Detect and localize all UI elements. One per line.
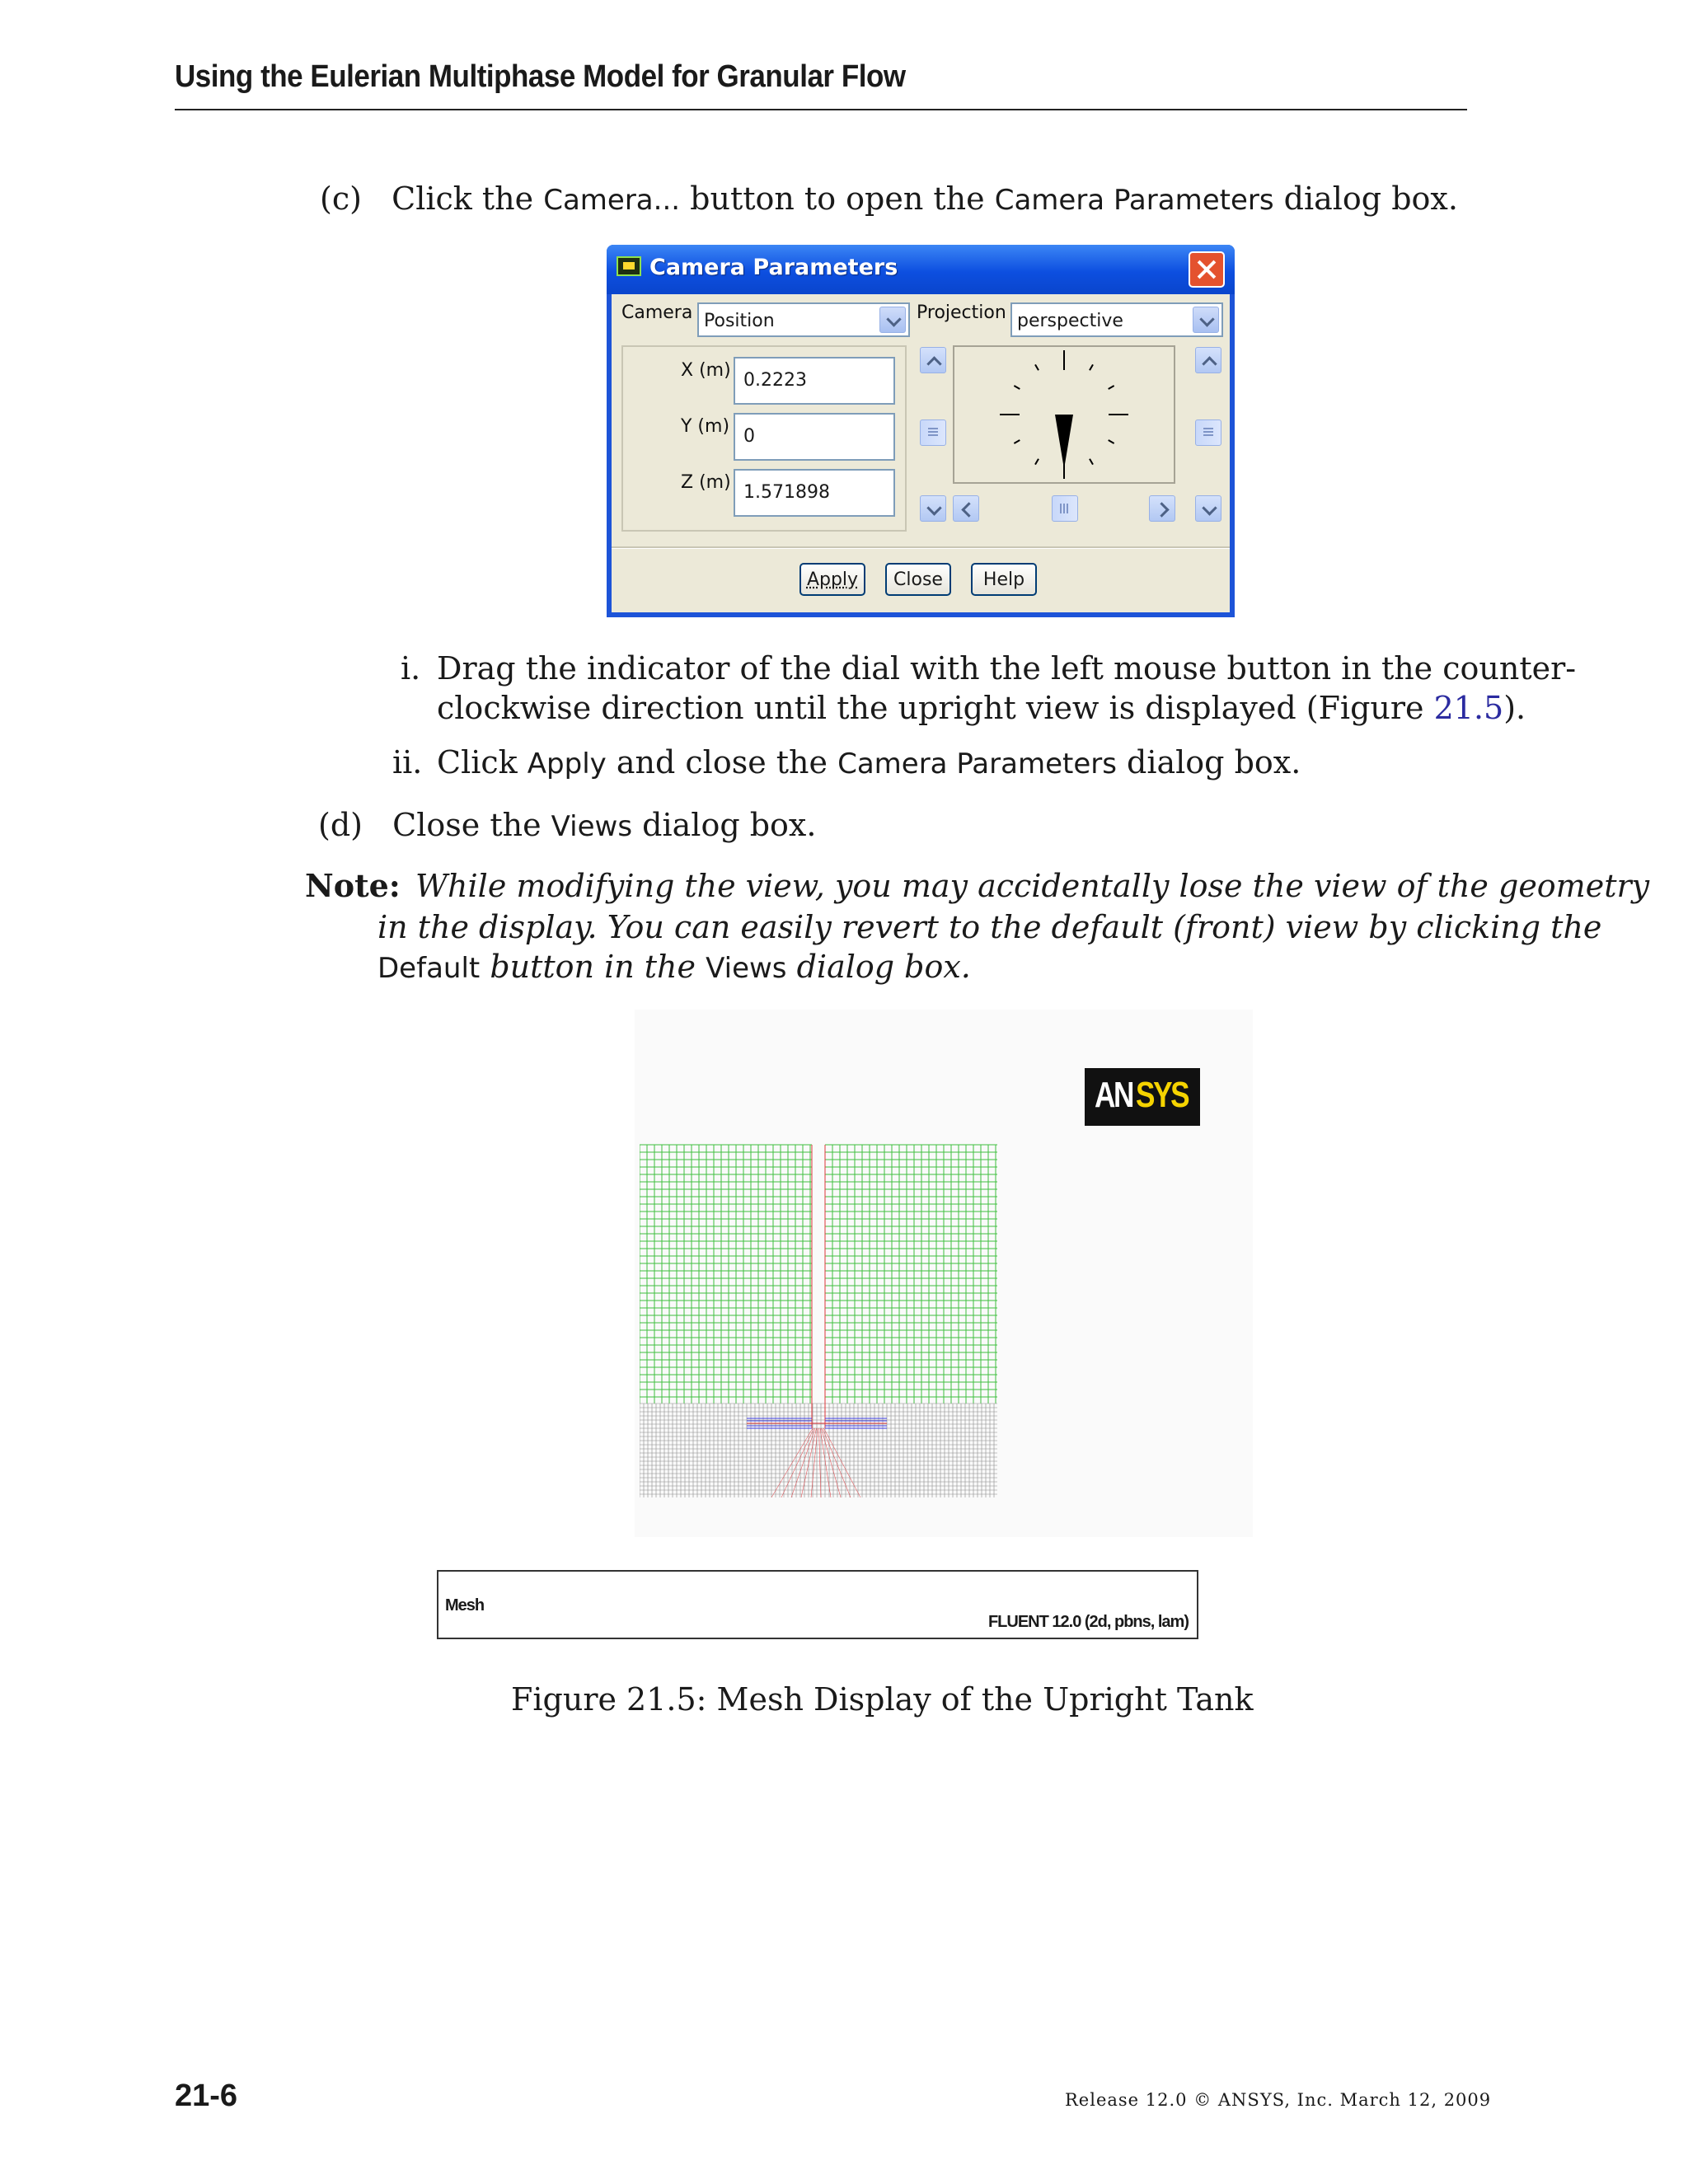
scroll-thumb-right[interactable] (1195, 419, 1221, 446)
dial-tick (1035, 459, 1039, 465)
close-icon[interactable] (1189, 251, 1225, 288)
help-button-label: Help (982, 569, 1025, 590)
y-field[interactable] (734, 413, 895, 461)
substep-ii (437, 742, 1301, 785)
figure-ref-link[interactable]: 21.5 (1433, 690, 1504, 726)
apply-button-label: Apply (806, 569, 859, 590)
mesh-line (791, 1428, 815, 1497)
substep-i-line1: Drag the indicator of the dial with the left mouse button in the counter- (437, 650, 1577, 687)
mesh-line (822, 1428, 842, 1497)
step-text: and close the (606, 744, 838, 780)
x-field-value: 0.2223 (743, 370, 807, 391)
ui-ref-default: Default (377, 952, 481, 985)
dialog-titlebar[interactable] (607, 245, 1235, 294)
step-marker: (c) (320, 180, 362, 217)
dial-indicator[interactable] (1055, 415, 1073, 469)
figure-caption: Figure 21.5: Mesh Display of the Upright Tank (511, 1681, 1254, 1718)
z-field-value: 1.571898 (743, 482, 830, 503)
step-marker: (d) (318, 807, 363, 843)
y-label: Y (m) (681, 416, 730, 437)
note-line2: in the display. You can easily revert to the default (front) view by clicking the (377, 909, 1602, 945)
close-button-label: Close (893, 569, 943, 590)
ui-ref-camera: Camera... (543, 184, 681, 217)
scroll-left[interactable] (953, 495, 979, 522)
step-text: Click (437, 744, 528, 780)
dial-face (954, 347, 1174, 482)
dialog-separator (612, 546, 1230, 549)
camera-parameters-dialog (607, 245, 1235, 617)
camera-label: Camera (621, 302, 693, 323)
step-text: Close the (392, 807, 551, 843)
chevron-down-icon[interactable] (1193, 307, 1219, 333)
dial-tick (1090, 459, 1093, 465)
page-number: 21-6 (175, 2079, 238, 2113)
step-text: ). (1503, 690, 1526, 726)
step-text: dialog box. (1273, 180, 1458, 217)
step-text: dialog box. (632, 807, 817, 843)
scroll-down-right[interactable] (1195, 495, 1221, 522)
running-title: Using the Eulerian Multiphase Model for Granular Flow (175, 59, 906, 94)
dial-tick (1090, 364, 1093, 370)
dial-tick (1014, 386, 1020, 389)
projection-select-value: perspective (1017, 311, 1123, 331)
help-button[interactable] (971, 563, 1037, 596)
mesh-line (819, 1428, 822, 1497)
scroll-thumb-horizontal[interactable] (1052, 495, 1078, 522)
x-field[interactable] (734, 357, 895, 405)
y-field-value: 0 (743, 426, 755, 447)
step-text: button to open the (680, 180, 995, 217)
ui-ref-views: Views (706, 952, 787, 985)
dialog-title: Camera Parameters (649, 255, 898, 280)
x-label: X (m) (681, 360, 731, 381)
step-text: dialog box. (1116, 744, 1301, 780)
scroll-up-left[interactable] (920, 347, 946, 373)
camera-select-value: Position (704, 311, 775, 331)
ui-ref-views: Views (551, 810, 633, 843)
scroll-right[interactable] (1149, 495, 1175, 522)
apply-button[interactable] (799, 563, 865, 596)
dial-tick (1109, 386, 1114, 389)
ui-ref-apply: Apply (527, 748, 607, 780)
dial-tick (1035, 364, 1039, 370)
scroll-down-left[interactable] (920, 495, 946, 522)
ansys-logo (1085, 1068, 1200, 1126)
substep-i-line2 (437, 687, 1526, 729)
fluent-app-icon (617, 256, 641, 276)
step-c (320, 178, 1458, 221)
substep-ii-marker: ii. (392, 744, 423, 780)
mesh-line (823, 1428, 851, 1497)
scroll-up-right[interactable] (1195, 347, 1221, 373)
step-text: Click the (392, 180, 544, 217)
camera-select[interactable] (697, 302, 910, 337)
projection-select[interactable] (1010, 302, 1223, 337)
ansys-logo-sys: SYS (1136, 1075, 1189, 1115)
ansys-logo-an: AN (1095, 1075, 1133, 1115)
position-group (621, 345, 907, 532)
note-text: dialog box. (786, 949, 971, 985)
mesh-grid (640, 1141, 997, 1497)
note-line3 (377, 946, 971, 989)
ui-ref-camera-parameters: Camera Parameters (994, 184, 1274, 217)
ui-ref-camera-parameters: Camera Parameters (837, 748, 1117, 780)
graphics-caption-box (437, 1570, 1198, 1639)
note-text: button in the (480, 949, 706, 985)
scroll-thumb-left[interactable] (920, 419, 946, 446)
z-field[interactable] (734, 469, 895, 517)
mesh-line (781, 1428, 814, 1497)
camera-dial[interactable] (953, 345, 1175, 484)
note-label: Note: (305, 867, 401, 904)
note-line1: While modifying the view, you may accidentally lose the view of the geometry (415, 868, 1650, 904)
dialog-client (612, 294, 1230, 612)
header-rule (175, 109, 1467, 110)
substep-i-marker: i. (401, 650, 421, 687)
chevron-down-icon[interactable] (879, 307, 906, 333)
dial-tick (1109, 440, 1114, 443)
step-d (318, 804, 816, 847)
release-footer: Release 12.0 © ANSYS, Inc. March 12, 2009 (1065, 2090, 1492, 2110)
caption-title: Mesh (445, 1596, 485, 1615)
z-label: Z (m) (681, 472, 731, 493)
close-button[interactable] (885, 563, 951, 596)
dial-tick (1014, 440, 1020, 443)
projection-label: Projection (917, 302, 1006, 323)
caption-solver-info: FLUENT 12.0 (2d, pbns, lam) (987, 1613, 1189, 1631)
mesh-display (640, 1141, 997, 1497)
step-text: clockwise direction until the upright view is displayed (Figure (437, 690, 1434, 726)
